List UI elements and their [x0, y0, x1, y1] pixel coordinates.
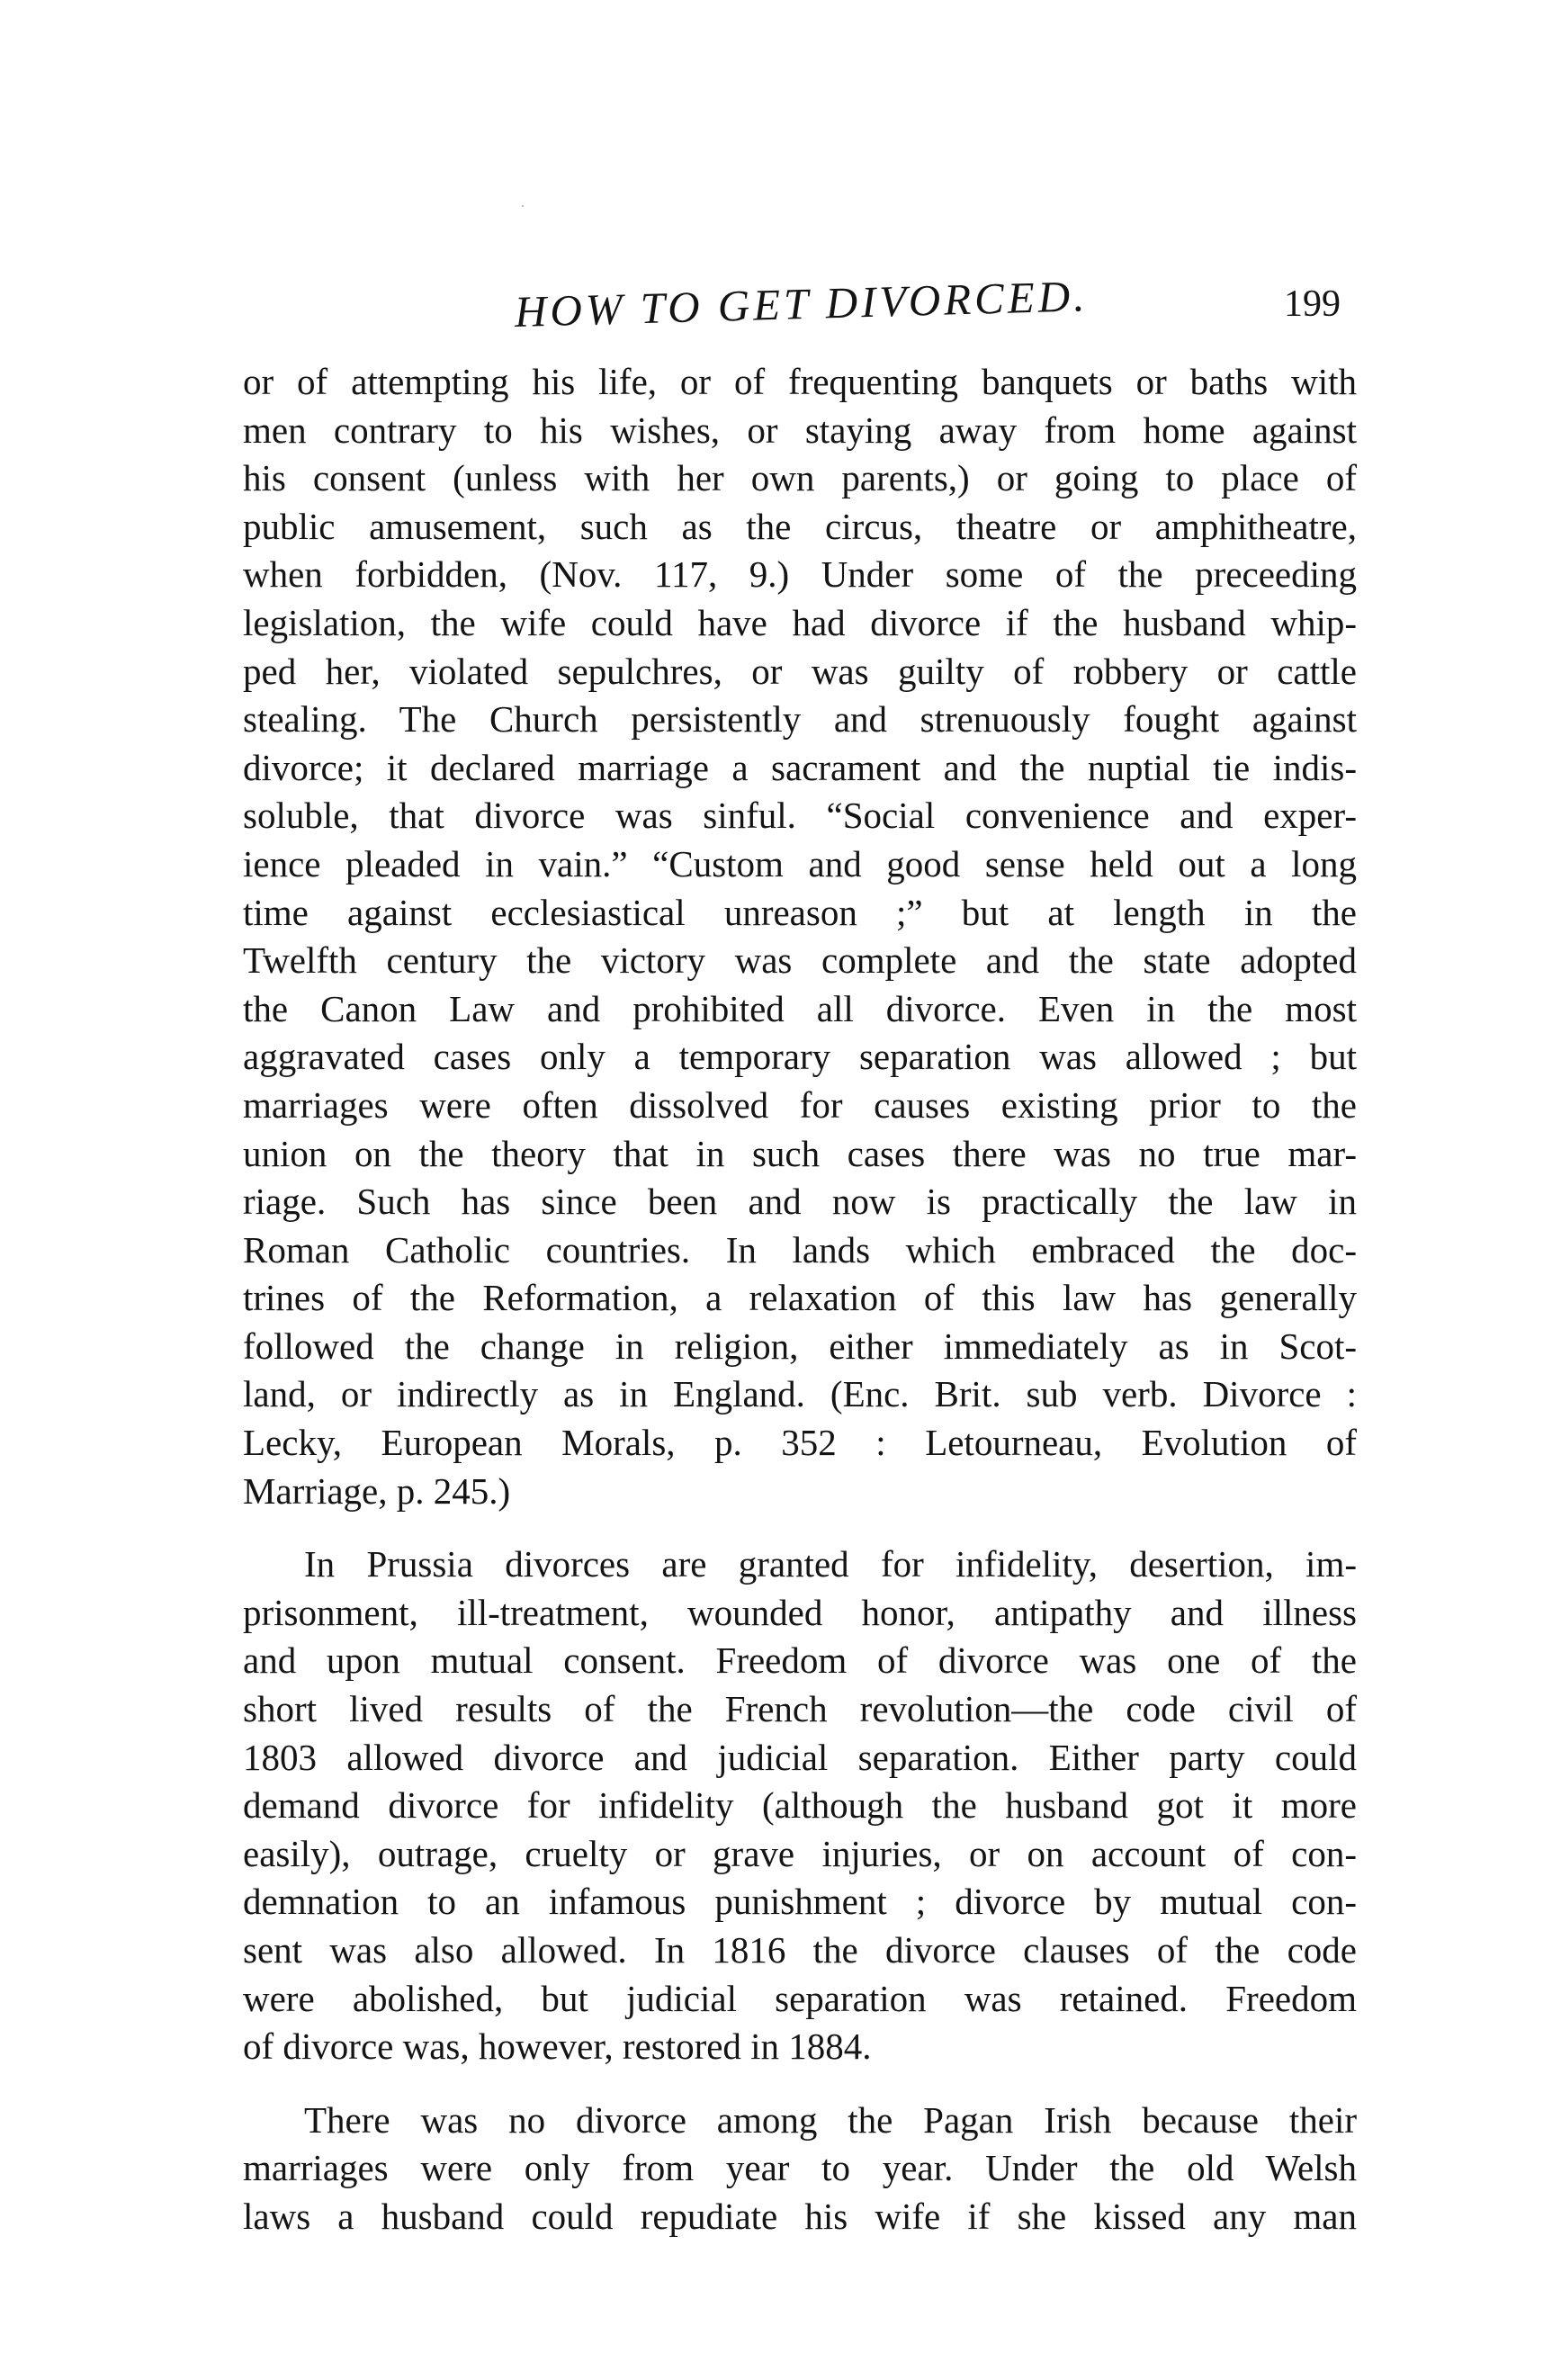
text-line: legislation, the wife could have had divorce if the husband whip- [243, 601, 1357, 643]
text-line: Twelfth century the victory was complete and the state adopted [243, 939, 1357, 982]
text-line: or of attempting his life, or of frequenting banquets or baths with [243, 361, 1357, 402]
paragraph [243, 2097, 1357, 2241]
text-line: trines of the Reformation, a relaxation of this law has generally [243, 1277, 1357, 1319]
paragraph-gap [243, 1515, 1357, 1540]
text-line: laws a husband could repudiate his wife if she kissed any man [243, 2195, 1357, 2237]
text-line: land, or indirectly as in England. (Enc. Brit. sub verb. Divorce : [243, 1373, 1357, 1415]
text-line: time against ecclesiastical unreason ;” but at length in the [243, 891, 1357, 933]
text-line: marriages were often dissolved for causes existing prior to the [243, 1083, 1357, 1126]
text-line: soluble, that divorce was sinful. “Social convenience and exper- [243, 795, 1357, 837]
text-line: followed the change in religion, either immediately as in Scot- [243, 1325, 1357, 1367]
text-line: marriages were only from year to year. Under the old Welsh [243, 2147, 1357, 2189]
paper-speck [522, 205, 524, 207]
text-line: of divorce was, however, restored in 1884. [243, 2025, 872, 2068]
text-line: union on the theory that in such cases there was no true mar- [243, 1132, 1357, 1174]
text-line: the Canon Law and prohibited all divorce. Even in the most [243, 987, 1357, 1029]
text-line: easily), outrage, cruelty or grave injuries, or on account of con- [243, 1832, 1357, 1874]
text-line: demand divorce for infidelity (although the husband got it more [243, 1784, 1357, 1827]
text-line: demnation to an infamous punishment ; divorce by mutual con- [243, 1881, 1357, 1923]
text-line: stealing. The Church persistently and strenuously fought against [243, 698, 1357, 741]
paragraph [243, 358, 1357, 1515]
text-line: his consent (unless with her own parents,) or going to place of [243, 457, 1357, 499]
text-line: In Prussia divorces are granted for infidelity, desertion, im- [304, 1543, 1357, 1585]
text-line: Roman Catholic countries. In lands which embraced the doc- [243, 1228, 1357, 1271]
text-line: ience pleaded in vain.” “Custom and good sense held out a long [243, 842, 1357, 885]
text-line: were abolished, but judicial separation was retained. Freedom [243, 1977, 1357, 2019]
text-line: when forbidden, (Nov. 117, 9.) Under some of the preceeding [243, 553, 1357, 596]
page-number: 199 [1284, 283, 1341, 325]
text-line: public amusement, such as the circus, theatre or amphitheatre, [243, 505, 1357, 547]
text-line: short lived results of the French revolution—the code civil of [243, 1688, 1357, 1730]
text-line: 1803 allowed divorce and judicial separation. Either party could [243, 1736, 1357, 1778]
text-line: riage. Such has since been and now is practically the law in [243, 1181, 1357, 1223]
text-line: and upon mutual consent. Freedom of divorce was one of the [243, 1639, 1357, 1682]
text-line: prisonment, ill-treatment, wounded honor, antipathy and illness [243, 1591, 1357, 1633]
running-title: HOW TO GET DIVORCED. [514, 271, 1090, 337]
text-line: men contrary to his wishes, or staying away from home against [243, 409, 1357, 451]
text-line: ped her, violated sepulchres, or was guilty of robbery or cattle [243, 650, 1357, 692]
text-line: Marriage, p. 245.) [243, 1469, 511, 1512]
text-line: sent was also allowed. In 1816 the divorce clauses of the code [243, 1929, 1357, 1971]
text-line: aggravated cases only a temporary separation was allowed ; but [243, 1036, 1357, 1078]
paragraph [243, 1540, 1357, 2071]
running-head [243, 271, 1359, 337]
text-line: Lecky, European Morals, p. 352 : Letourneau, Evolution of [243, 1422, 1357, 1464]
text-line: There was no divorce among the Pagan Irish because their [304, 2098, 1357, 2141]
text-line: divorce; it declared marriage a sacrament and the nuptial tie indis- [243, 746, 1357, 788]
paragraph-gap [243, 2071, 1357, 2097]
body-text [243, 358, 1357, 2241]
